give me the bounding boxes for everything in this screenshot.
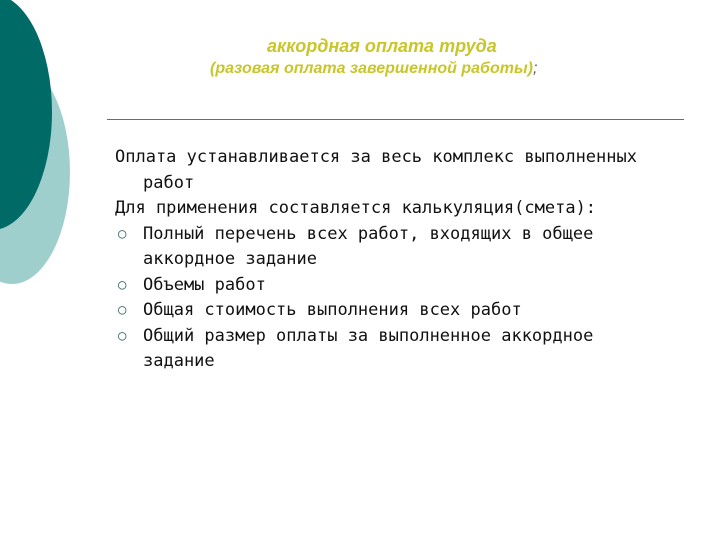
bullet-circle-icon: ○ <box>118 225 127 242</box>
bullet-text: Общая стоимость выполнения всех работ <box>143 300 522 320</box>
bullet-item <box>115 273 675 299</box>
title-line-2 <box>210 60 537 78</box>
title-line-2-text: (разовая оплата завершенной работы) <box>210 60 533 77</box>
bullet-item <box>115 298 675 324</box>
title-line-2-tail: ; <box>532 60 538 77</box>
bullet-circle-icon: ○ <box>118 327 127 344</box>
title-line-1: аккордная оплата труда <box>267 36 497 56</box>
title-divider <box>107 119 684 120</box>
bullet-circle-icon: ○ <box>118 302 127 318</box>
body-paragraph: Для применения составляется калькуляция(смета): <box>115 198 597 218</box>
slide-body <box>115 145 675 375</box>
bullet-text: Объемы работ <box>143 274 266 295</box>
bullet-text: Общий размер оплаты за выполненное аккордное задание <box>143 325 594 371</box>
body-paragraph: Оплата устанавливается за весь комплекс выполненных работ <box>115 147 637 193</box>
bullet-item <box>115 324 675 375</box>
bullet-circle-icon: ○ <box>118 276 127 293</box>
bullet-item <box>115 222 675 273</box>
decorative-circles <box>0 0 110 300</box>
bullet-text: Полный перечень всех работ, входящих в общее аккордное задание <box>143 223 594 269</box>
